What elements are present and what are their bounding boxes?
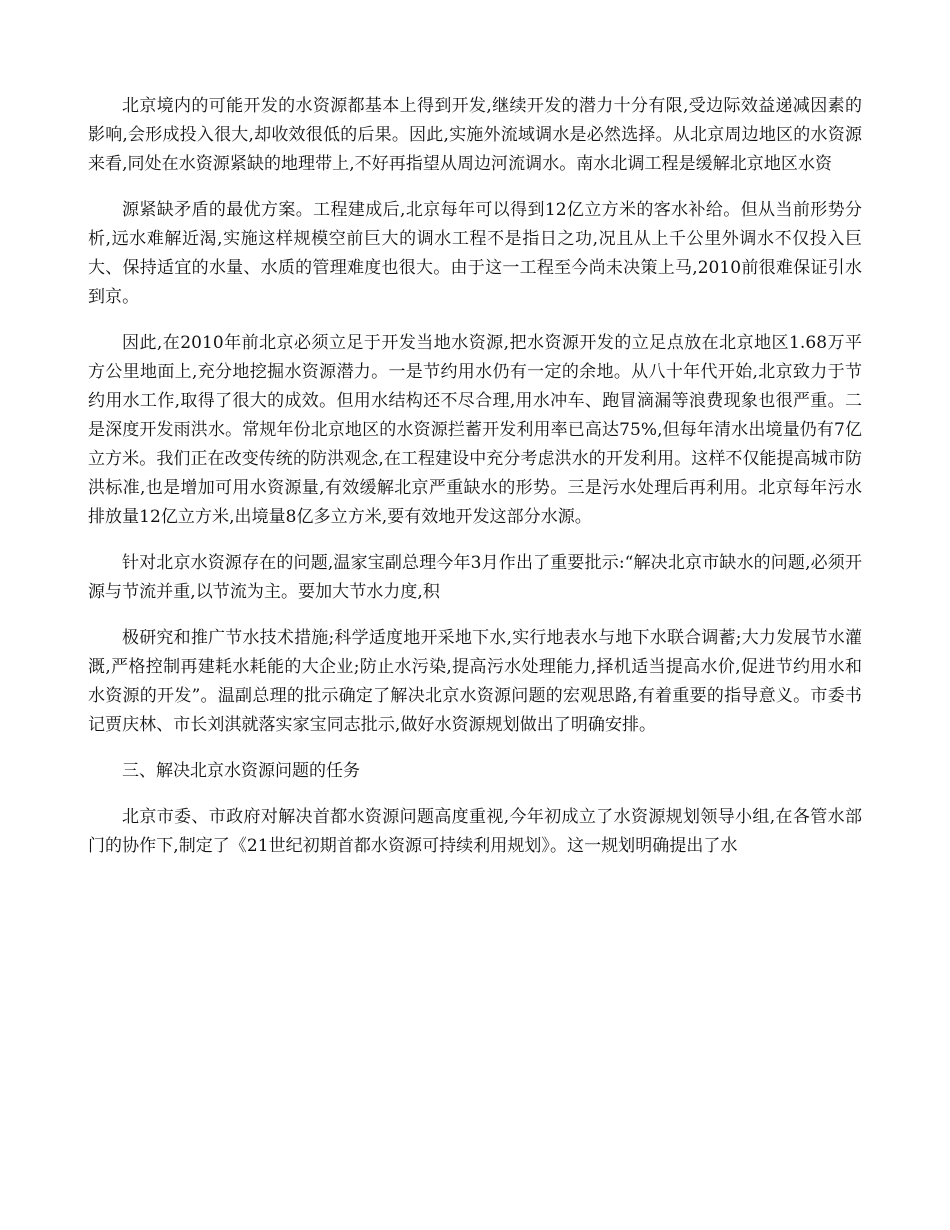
paragraph-2: 源紧缺矛盾的最优方案。工程建成后,北京每年可以得到12亿立方米的客水补给。但从当前形势分析,远水难解近渴,实施这样规模空前巨大的调水工程不是指日之功,况且从上千公里外调水不仅投入巨大、保持适宜的水量、水质的管理难度也很大。由于这一工程至今尚未决策上马,2010前很难保证引水到京。 [88,200,862,307]
section-heading: 三、解决北京水资源问题的任务 [122,761,360,781]
paragraph-4: 针对北京水资源存在的问题,温家宝副总理今年3月作出了重要批示:“解决北京市缺水的问题,必须开源与节流并重,以节流为主。要加大节水力度,积 [88,553,862,602]
document-body [88,92,862,878]
paragraph-5: 极研究和推广节水技术措施;科学适度地开采地下水,实行地表水与地下水联合调蓄;大力发展节水灌溉,严格控制再建耗水耗能的大企业;防止水污染,提高污水处理能力,择机适当提高水价,促进节约用水和水资源的开发”。温副总理的批示确定了解决北京水资源问题的宏观思路,有着重要的指导意义。市委书记贾庆林、市长刘淇就落实家宝同志批示,做好水资源规划做出了明确安排。 [88,628,862,735]
paragraph-1: 北京境内的可能开发的水资源都基本上得到开发,继续开发的潜力十分有限,受边际效益递减因素的影响,会形成投入很大,却收效很低的后果。因此,实施外流域调水是必然选择。从北京周边地区的水资源来看,同处在水资源紧缺的地理带上,不好再指望从周边河流调水。南水北调工程是缓解北京地区水资 [88,96,862,174]
paragraph-6: 北京市委、市政府对解决首都水资源问题高度重视,今年初成立了水资源规划领导小组,在各管水部门的协作下,制定了《21世纪初期首都水资源可持续利用规划》。这一规划明确提出了水 [88,807,862,856]
paragraph-3: 因此,在2010年前北京必须立足于开发当地水资源,把水资源开发的立足点放在北京地区1.68万平方公里地面上,充分地挖掘水资源潜力。一是节约用水仍有一定的余地。从八十年代开始,北京致力于节约用水工作,取得了很大的成效。但用水结构还不尽合理,用水冲车、跑冒滴漏等浪费现象也很严重。二是深度开发雨洪水。常规年份北京地区的水资源拦蓄开发利用率已高达75%,但每年清水出境量仍有7亿立方米。我们正在改变传统的防洪观念,在工程建设中充分考虑洪水的开发利用。这样不仅能提高城市防洪标准,也是增加可用水资源量,有效缓解北京严重缺水的形势。三是污水处理后再利用。北京每年污水排放量12亿立方米,出境量8亿多立方米,要有效地开发这部分水源。 [88,333,862,527]
